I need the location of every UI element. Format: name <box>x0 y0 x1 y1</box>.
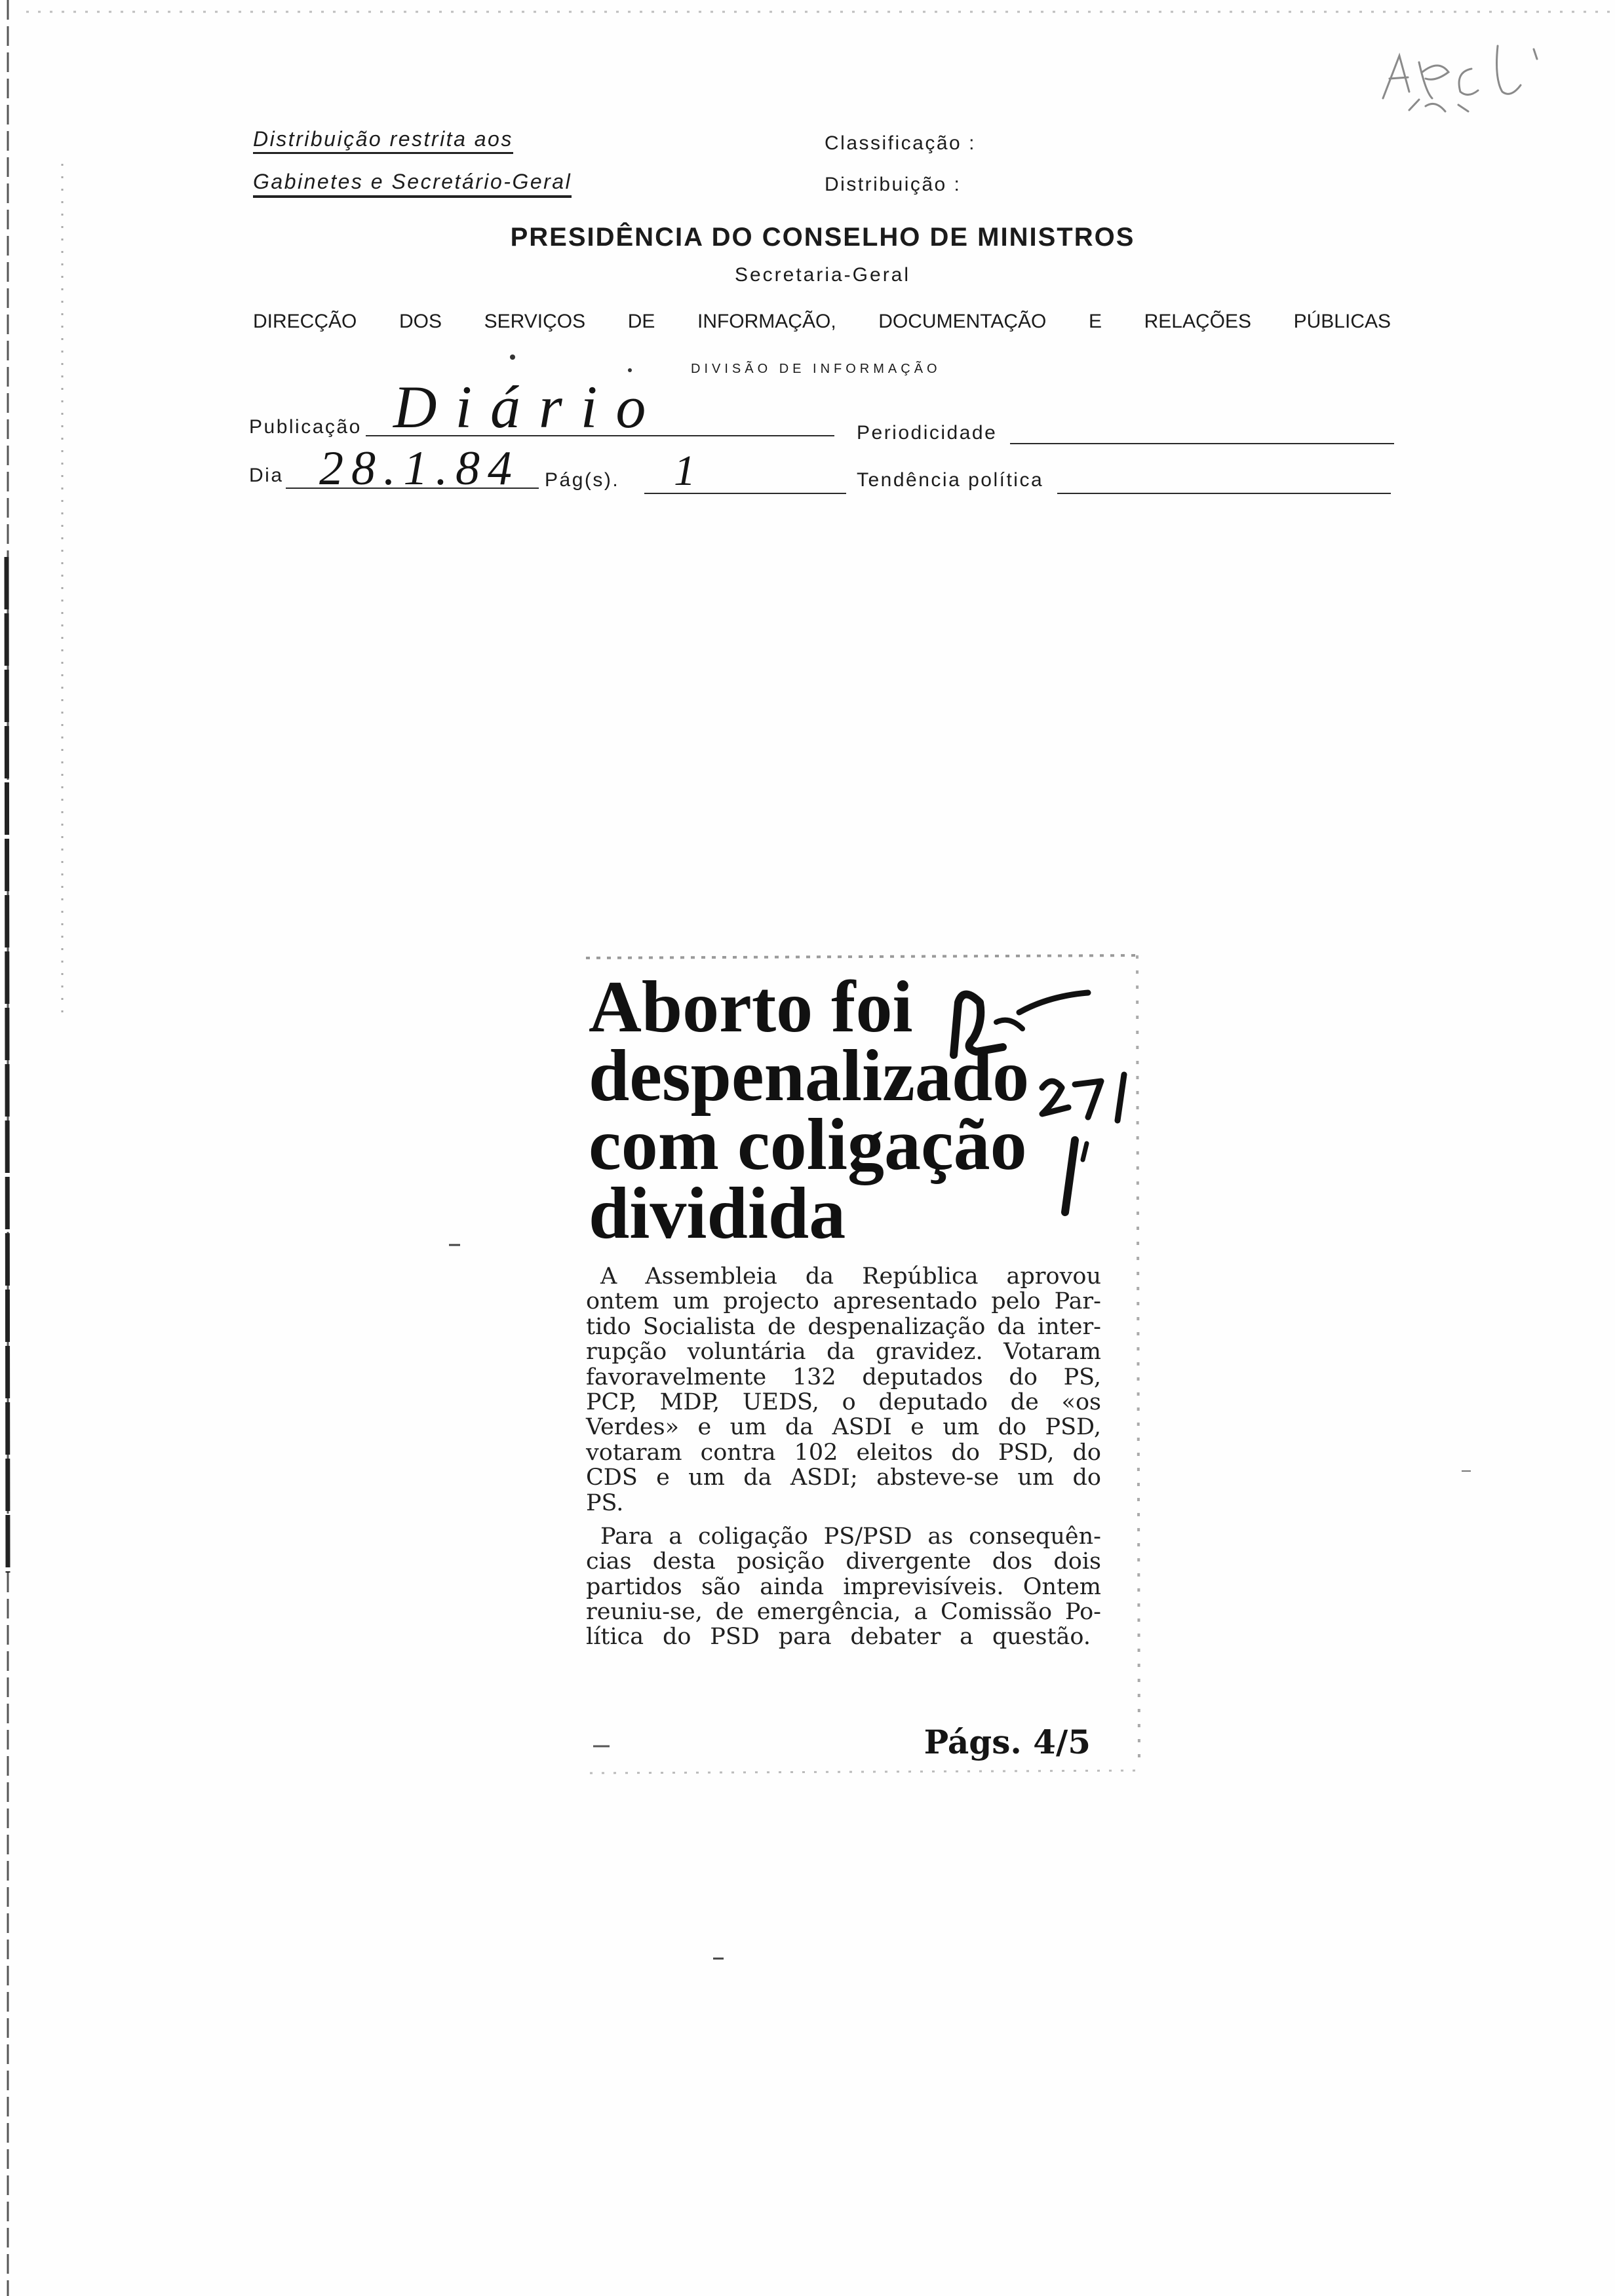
article-line: lítica do PSD para debater a questão. <box>586 1624 1091 1651</box>
article-line: ontem um projecto apresentado pelo Par- <box>586 1288 1101 1315</box>
article-line: cias desta posição divergente dos dois <box>586 1548 1101 1575</box>
headline-line: despenalizado <box>589 1035 1030 1117</box>
article-line: rupção voluntária da gravidez. Votaram <box>586 1339 1101 1366</box>
article-line: CDS e um da ASDI; absteve-se um do <box>586 1464 1101 1491</box>
article-body <box>586 1264 1101 1658</box>
left-edge-shadow-dark <box>7 557 8 1573</box>
pages-label: Pág(s). <box>545 469 620 491</box>
periodicity-field-line <box>1010 443 1394 444</box>
division-name: DIVISÃO DE INFORMAÇÃO <box>691 362 941 376</box>
page-title: PRESIDÊNCIA DO CONSELHO DE MINISTROS <box>510 223 1135 252</box>
day-label: Dia <box>249 465 284 486</box>
political-tendency-label: Tendência política <box>857 469 1044 491</box>
scan-speck <box>510 354 515 360</box>
pages-value: 1 <box>674 447 695 495</box>
article-line: tido Socialista de despenalização da inter- <box>586 1313 1101 1340</box>
directorate-name: DIRECÇÃO DOS SERVIÇOS DE INFORMAÇÃO, DOCUMENTAÇÃO E RELAÇÕES PÚBLICAS <box>253 311 1391 332</box>
article-line: Verdes» e um da ASDI e um do PSD, <box>586 1414 1101 1441</box>
article-line: Para a coligação PS/PSD as consequên- <box>600 1523 1101 1550</box>
article-line: PCP, MDP, UEDS, o deputado de «os <box>586 1388 1101 1415</box>
scan-speck <box>628 368 632 372</box>
handwritten-annotation <box>1383 46 1537 111</box>
headline-line: dividida <box>589 1173 846 1254</box>
article-headline <box>589 966 1030 1254</box>
article-line: PS. <box>586 1489 624 1516</box>
distribution-restriction-text-1: Distribuição restrita aos <box>253 127 513 154</box>
article-line: favoravelmente 132 deputados do PS, <box>586 1364 1101 1390</box>
distribution-restriction-line-1 <box>253 127 513 154</box>
headline-line: com coligação <box>589 1104 1027 1185</box>
newspaper-clipping <box>578 951 1142 1778</box>
publication-value: Diário <box>393 373 665 440</box>
classification-label: Classificação : <box>825 132 976 154</box>
publication-label: Publicação <box>249 416 362 438</box>
article-line: reuniu-se, de emergência, a Comissão Po- <box>586 1599 1101 1626</box>
article-line: votaram contra 102 eleitos do PSD, do <box>586 1439 1101 1466</box>
headline-line: Aborto foi <box>589 966 913 1048</box>
article-paragraph <box>586 1524 1101 1650</box>
distribution-restriction-line-2 <box>253 170 572 198</box>
political-tendency-field-line <box>1057 493 1391 494</box>
page-subtitle: Secretaria-Geral <box>734 264 911 286</box>
article-paragraph <box>586 1264 1101 1516</box>
article-line: A Assembleia da República aprovou <box>600 1263 1101 1290</box>
periodicity-label: Periodicidade <box>857 422 998 444</box>
article-line: partidos são ainda imprevisíveis. Ontem <box>586 1573 1101 1600</box>
distribution-label: Distribuição : <box>825 174 962 195</box>
distribution-restriction-text-2: Gabinetes e Secretário-Geral <box>253 170 572 198</box>
day-value: 28.1.84 <box>319 442 520 495</box>
page-reference: Págs. 4/5 <box>924 1723 1091 1761</box>
